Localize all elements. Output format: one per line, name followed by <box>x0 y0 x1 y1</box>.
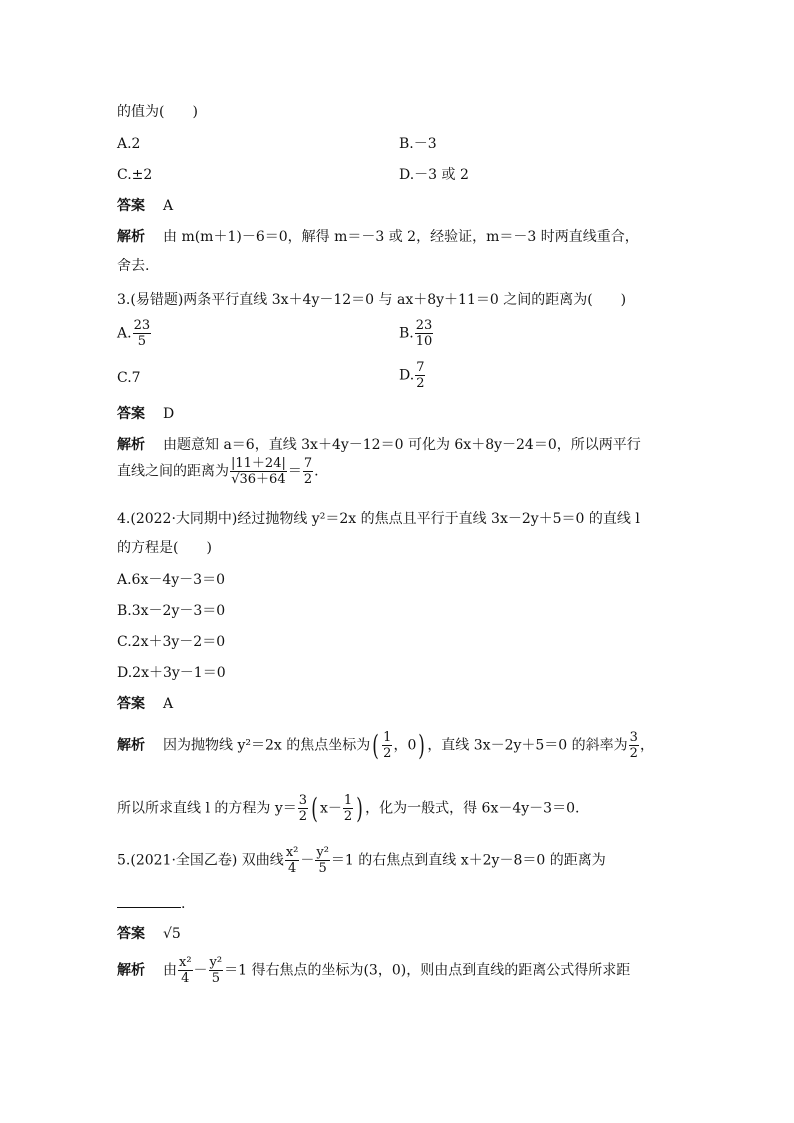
analysis-label: 解析 <box>117 737 145 754</box>
q3-option-a <box>117 318 152 349</box>
period: . <box>181 896 186 912</box>
period: . <box>314 463 319 480</box>
analysis-text: 由题意知 a＝6，直线 3x＋4y－12＝0 可化为 6x＋8y－24＝0，所以两平行 <box>163 437 641 453</box>
fraction-numerator: 23 <box>133 318 151 333</box>
q2-option-a: A.2 <box>117 136 141 152</box>
paren-close: ) <box>356 791 363 825</box>
q3-option-b <box>399 318 434 349</box>
q2-analysis-line2: 舍去. <box>117 258 150 274</box>
fraction <box>285 845 300 876</box>
analysis-label: 解析 <box>117 962 145 979</box>
option-label: D. <box>399 367 415 384</box>
fraction-numerator: 3 <box>629 730 638 745</box>
fraction <box>298 793 308 824</box>
focus-tail: ，0 <box>393 737 417 754</box>
fraction <box>382 730 392 761</box>
q3-answer <box>117 404 174 424</box>
q4-stem-line1: 4.(2022·大同期中)经过抛物线 y²＝2x 的焦点且平行于直线 3x－2y＋5＝0 的直线 l <box>117 511 640 527</box>
q5-answer <box>117 924 181 944</box>
q3-option-d <box>399 360 426 391</box>
fraction <box>343 793 353 824</box>
analysis-text: 因为抛物线 y²＝2x 的焦点坐标为 <box>163 737 371 754</box>
analysis-text: ，直线 3x－2y＋5＝0 的斜率为 <box>427 737 628 754</box>
q4-analysis-line2 <box>117 793 579 824</box>
fill-blank <box>117 893 181 908</box>
analysis-text: 所以所求直线 l 的方程为 y＝ <box>117 800 297 817</box>
analysis-text: 直线之间的距离为 <box>117 463 229 480</box>
fraction-numerator: 1 <box>383 730 392 745</box>
fraction-denominator: √36＋64 <box>231 472 286 487</box>
equals-sign: ＝ <box>287 463 302 480</box>
fraction-numerator: 3 <box>298 793 308 808</box>
fraction-numerator: x² <box>285 845 299 860</box>
analysis-label: 解析 <box>117 437 145 453</box>
fraction-denominator: 5 <box>318 861 327 876</box>
analysis-text: ， <box>639 737 654 754</box>
fraction-numerator: 7 <box>303 456 313 471</box>
q2-answer <box>117 196 173 216</box>
analysis-text: 由 <box>163 962 177 979</box>
fraction-denominator: 4 <box>287 861 297 876</box>
option-label: A. <box>117 325 132 342</box>
answer-value: A <box>163 696 174 712</box>
answer-value: D <box>163 406 175 422</box>
fraction <box>415 318 434 349</box>
analysis-text: ，化为一般式，得 6x－4y－3＝0. <box>365 800 580 817</box>
distance-fraction <box>230 456 287 487</box>
q5-answer-blank <box>117 893 185 914</box>
stem-text: ＝1 的右焦点到直线 x＋2y－8＝0 的距离为 <box>330 852 606 869</box>
q4-option-d: D.2x＋3y－1＝0 <box>117 665 226 681</box>
q2-analysis-line1 <box>117 227 639 247</box>
fraction <box>629 730 639 761</box>
analysis-text: x－ <box>319 800 342 817</box>
fraction <box>209 955 224 986</box>
q3-stem: 3.(易错题)两条平行直线 3x＋4y－12＝0 与 ax＋8y＋11＝0 之间的距离为( ) <box>117 292 627 308</box>
fraction-denominator: 10 <box>415 334 433 349</box>
q4-option-b: B.3x－2y－3＝0 <box>117 603 226 619</box>
fraction-denominator: 2 <box>298 809 308 824</box>
answer-value: √5 <box>163 926 181 942</box>
q3-option-c: C.7 <box>117 370 141 386</box>
fraction <box>315 845 330 876</box>
paren-open: ( <box>372 728 379 762</box>
fraction <box>178 955 193 986</box>
paren-close: ) <box>418 728 426 762</box>
analysis-label: 解析 <box>117 229 145 245</box>
fraction-numerator: y² <box>209 955 223 970</box>
fraction-numerator: y² <box>316 845 329 860</box>
paren-open: ( <box>311 791 318 825</box>
fraction-numerator: 1 <box>343 793 353 808</box>
q4-answer <box>117 694 173 714</box>
answer-label: 答案 <box>117 406 145 422</box>
fraction-denominator: 2 <box>416 376 425 391</box>
minus-sign: － <box>300 852 315 869</box>
fraction <box>415 360 425 391</box>
fraction-denominator: 2 <box>303 472 313 487</box>
stem-text: 5.(2021·全国乙卷) 双曲线 <box>117 852 284 869</box>
q4-stem-line2: 的方程是( ) <box>117 540 212 556</box>
fraction <box>133 318 152 349</box>
fraction-numerator: 23 <box>415 318 433 333</box>
q4-option-a: A.6x－4y－3＝0 <box>117 572 225 588</box>
fraction-denominator: 5 <box>211 971 220 986</box>
q3-analysis-line2 <box>117 456 319 487</box>
fraction-numerator: x² <box>179 955 192 970</box>
answer-label: 答案 <box>117 926 145 942</box>
q4-analysis-line1 <box>117 730 654 761</box>
q3-analysis-line1 <box>117 435 641 455</box>
fraction-denominator: 5 <box>137 334 146 349</box>
fraction-numerator: 7 <box>416 360 425 375</box>
option-label: B. <box>399 325 414 342</box>
fraction-denominator: 2 <box>383 746 392 761</box>
q4-option-c: C.2x＋3y－2＝0 <box>117 634 226 650</box>
q2-option-c: C.±2 <box>117 167 153 183</box>
fraction-numerator: |11＋24| <box>231 456 286 471</box>
q2-option-d: D.－3 或 2 <box>399 167 469 183</box>
answer-value: A <box>163 198 174 214</box>
answer-label: 答案 <box>117 696 145 712</box>
q2-stem-tail: 的值为( ) <box>117 104 198 120</box>
result-fraction <box>303 456 313 487</box>
q5-analysis <box>117 955 630 986</box>
answer-label: 答案 <box>117 198 145 214</box>
minus-sign: － <box>193 962 208 979</box>
analysis-text: 由 m(m＋1)－6＝0，解得 m＝－3 或 2，经验证，m＝－3 时两直线重合， <box>163 229 639 245</box>
q2-option-b: B.－3 <box>399 136 437 152</box>
fraction-denominator: 2 <box>343 809 353 824</box>
q5-stem <box>117 845 606 876</box>
fraction-denominator: 2 <box>629 746 638 761</box>
fraction-denominator: 4 <box>181 971 190 986</box>
analysis-text: ＝1 得右焦点的坐标为(3，0)，则由点到直线的距离公式得所求距 <box>224 962 631 979</box>
